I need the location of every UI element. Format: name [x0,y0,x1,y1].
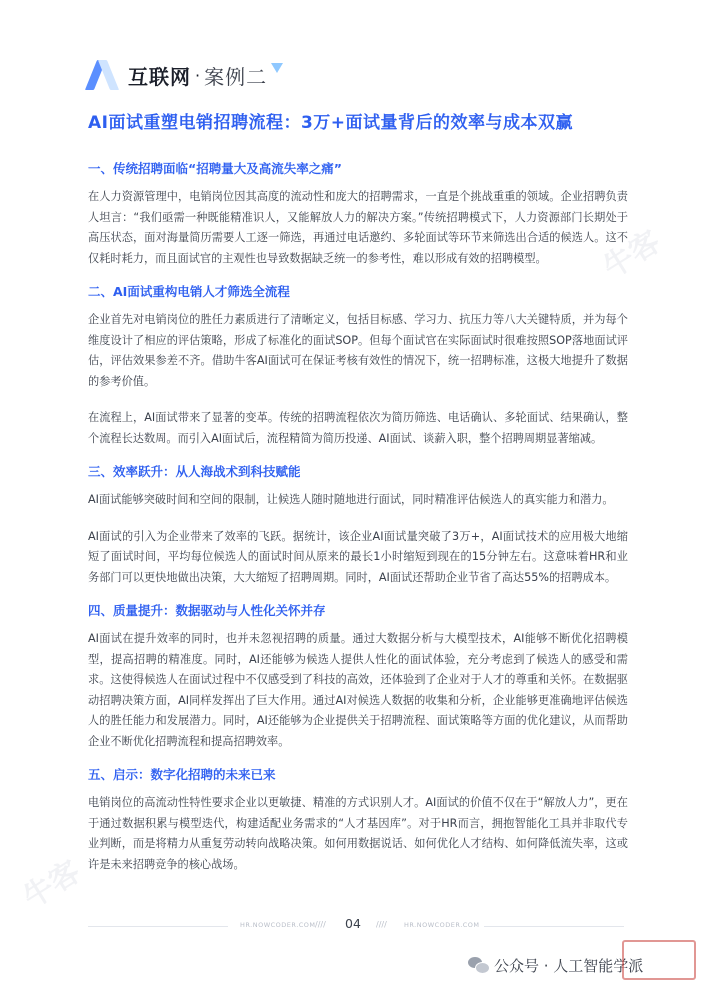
wechat-account [468,955,643,976]
page-header [88,55,283,95]
paragraph: 企业首先对电销岗位的胜任力素质进行了清晰定义，包括目标感、学习力、抗压力等八大关键特质，并为每个维度设计了相应的评估策略，形成了标准化的面试SOP。但每个面试官在实际面试时很难按照SOP落地面试评估，评估效果参差不齐。借助牛客AI面试可在保证考核有效性的情况下，统一招聘标准，这极大地提升了数据的参考价值。 [88,313,628,388]
section-heading: 五、启示：数字化招聘的未来已来 [88,767,276,782]
divider [88,926,228,927]
page-title: AI面试重塑电销招聘流程：3万+面试量背后的效率与成本双赢 [88,113,574,133]
wechat-label: 公众号 · 人工智能学派 [494,957,644,975]
stamp-icon [622,940,696,980]
article-body [88,160,628,889]
watermark-text: 牛客 [597,224,667,286]
paragraph: AI面试在提升效率的同时，也并未忽视招聘的质量。通过大数据分析与大模型技术，AI能够不断优化招聘模型，提高招聘的精准度。同时，AI还能够为候选人提供人性化的面试体验，充分考虑到了候选人的感受和需求。这使得候选人在面试过程中不仅感受到了科技的高效，还体验到了企业对于人才的尊重和关怀。在数据驱动招聘决策方面，AI同样发挥出了巨大作用。通过AI对候选人数据的收集和分析，企业能够更准确地评估候选人的胜任能力和发展潜力。同时，AI还能够为企业提供关于招聘流程、面试策略等方面的优化建议，从而帮助企业不断优化招聘流程和提高招聘效率。 [88,632,628,748]
brand-name: 互联网 [128,64,191,89]
wechat-icon [468,957,488,974]
footer-site-right: HR.NOWCODER.COM [404,921,480,929]
section-heading: 二、AI面试重构电销人才筛选全流程 [88,284,290,299]
paragraph: AI面试能够突破时间和空间的限制，让候选人随时随地进行面试，同时精准评估候选人的真实能力和潜力。 [88,493,614,506]
case-label: 案例二 [204,64,268,89]
paragraph: 电销岗位的高流动性特性要求企业以更敏捷、精准的方式识别人才。AI面试的价值不仅在于“解放人力”，更在于通过数据积累与模型迭代，构建适配业务需求的“人才基因库”。对于HR而言，拥抱智能化工具并非取代专业判断，而是将精力从重复劳动转向战略决策。如何用数据说话、如何优化人才结构、如何降低流失率，这或许是未来招聘竞争的核心战场。 [88,796,628,871]
section-heading: 四、质量提升：数据驱动与人性化关怀并存 [88,603,326,618]
footer-site-left: HR.NOWCODER.COM [240,921,316,929]
section-5 [88,766,628,875]
section-heading: 三、效率跃升：从人海战术到科技赋能 [88,464,301,479]
triangle-icon [271,63,283,73]
paragraph: AI面试的引入为企业带来了效率的飞跃。据统计，该企业AI面试量突破了3万+，AI面试技术的应用极大地缩短了面试时间，平均每位候选人的面试时间从原来的最长1小时缩短到现在的15分钟左右。这意味着HR和业务部门可以更快地做出决策，大大缩短了招聘周期。同时，AI面试还帮助企业节省了高达55%的招聘成本。 [88,529,628,584]
divider [484,926,624,927]
page-number: 04 [345,916,361,931]
footer-slashes: //// [376,920,387,929]
watermark-text: 牛客 [17,854,87,916]
section-2 [88,283,628,449]
footer-slashes: //// [315,920,326,929]
separator-dot: · [195,65,201,85]
section-4 [88,602,628,752]
section-heading: 一、传统招聘面临“招聘量大及高流失率之痛” [88,161,342,176]
section-1 [88,160,628,269]
page-footer [0,918,711,934]
paragraph: 在人力资源管理中，电销岗位因其高度的流动性和庞大的招聘需求，一直是个挑战重重的领域。企业招聘负责人坦言：“我们亟需一种既能精准识人，又能解放人力的解决方案。”传统招聘模式下，人力资源部门长期处于高压状态，面对海量简历需要人工逐一筛选，再通过电话邀约、多轮面试等环节来筛选出合适的候选人。这不仅耗时耗力，而且面试官的主观性也导致数据缺乏统一的参考性，难以形成有效的招聘模型。 [88,190,628,265]
paragraph: 在流程上，AI面试带来了显著的变革。传统的招聘流程依次为简历筛选、电话确认、多轮面试、结果确认，整个流程长达数周。而引入AI面试后，流程精简为简历投递、AI面试、谈薪入职，整个招聘周期显著缩减。 [88,411,628,445]
logo-icon [88,58,124,92]
section-3 [88,463,628,588]
